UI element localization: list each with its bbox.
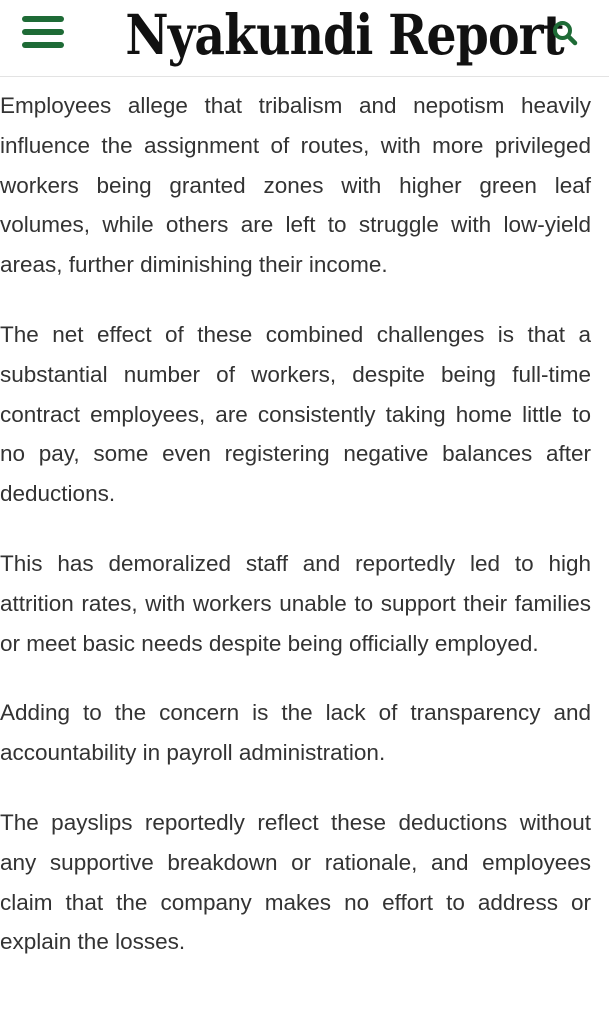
article-paragraph: The payslips reportedly reflect these deductions without any supportive breakdown or rationale, and employees claim that the company makes no effort to address or explain the losses. (0, 809, 591, 955)
hamburger-menu-icon[interactable] (22, 14, 64, 50)
menu-bar (22, 42, 64, 48)
article-paragraph: Employees allege that tribalism and nepotism heavily influence the assignment of routes, with more privileged workers being granted zones with higher green leaf volumes, while others are left to struggle with low-yield areas, further diminishing their income. (0, 93, 591, 278)
menu-bar (22, 29, 64, 35)
article-paragraph: The net effect of these combined challenges is that a substantial number of workers, despite being full-time contract employees, are consistently taking home little to no pay, some even registering negative balances after deductions. (0, 321, 591, 507)
site-header (0, 0, 609, 77)
article-body (0, 86, 591, 992)
menu-bar (22, 16, 64, 22)
site-logo[interactable]: Nyakundi Report (125, 2, 564, 67)
article-paragraph: Adding to the concern is the lack of transparency and accountability in payroll administration. (0, 700, 591, 766)
article-paragraph: This has demoralized staff and reportedly led to high attrition rates, with workers unable to support their families or meet basic needs despite being officially employed. (0, 550, 591, 656)
search-icon[interactable] (550, 18, 580, 48)
